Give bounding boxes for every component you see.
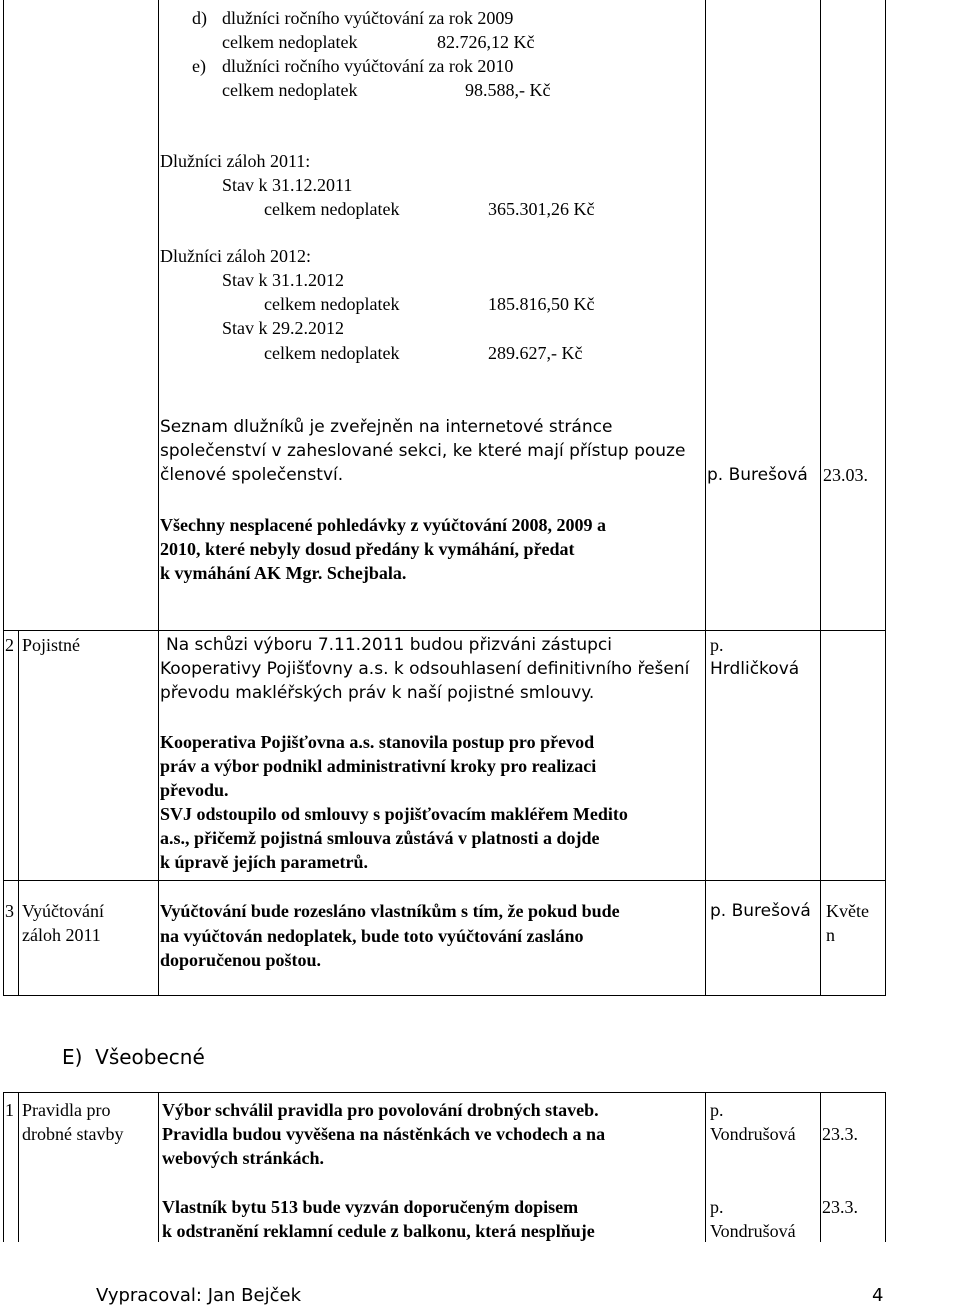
row-number: 2 <box>5 635 14 655</box>
list-marker-d: d) <box>192 8 207 28</box>
notice-line: členové společenství. <box>160 465 344 485</box>
list-item-e-value: 98.588,- Kč <box>465 80 551 100</box>
list-marker-e: e) <box>192 56 206 76</box>
debtors-2012-state-2: Stav k 29.2.2012 <box>222 318 345 338</box>
row-text-line: Na schůzi výboru 7.11.2011 budou přizváni zástupci <box>166 635 612 655</box>
table-border-right <box>885 0 886 996</box>
row-topic: Pravidla pro <box>22 1100 111 1120</box>
row-responsible-prefix: p. <box>710 1100 724 1120</box>
row-responsible-name: Vondrušová <box>710 1221 796 1241</box>
row-text-line: Vyúčtování bude rozesláno vlastníkům s tím, že pokud bude <box>160 901 620 921</box>
table-bottom-border <box>3 995 886 996</box>
row-text-line: k úpravě jejích parametrů. <box>160 852 368 872</box>
table-row-divider <box>3 630 886 631</box>
row-text-line: SVJ odstoupilo od smlouvy s pojišťovacím makléřem Medito <box>160 804 628 824</box>
row-date: n <box>826 925 835 945</box>
debtors-2011-heading: Dlužníci záloh 2011: <box>160 151 311 171</box>
row-text-line: Výbor schválil pravidla pro povolování drobných staveb. <box>162 1100 599 1120</box>
debtors-2012-heading: Dlužníci záloh 2012: <box>160 246 311 266</box>
row-text-line: Kooperativy Pojišťovny a.s. k odsouhlasení definitivního řešení <box>160 659 690 679</box>
unpaid-line: k vymáhání AK Mgr. Schejbala. <box>160 563 407 583</box>
debtors-2012-label-2: celkem nedoplatek <box>264 343 400 363</box>
debtors-2011-state: Stav k 31.12.2011 <box>222 175 353 195</box>
row-date: 23.3. <box>822 1124 858 1144</box>
list-item-d-label: celkem nedoplatek <box>222 32 358 52</box>
row-topic: Vyúčtování <box>22 901 104 921</box>
table2-border-right <box>885 1092 886 1242</box>
list-item-e-text: dlužníci ročního vyúčtování za rok 2010 <box>222 56 514 76</box>
row-number: 3 <box>5 901 14 921</box>
row-responsible: p. Burešová <box>710 901 811 921</box>
row-text-line: doporučenou poštou. <box>160 950 322 970</box>
row-text-line: webových stránkách. <box>162 1148 325 1168</box>
row-text-line: převodu makléřských práv k naší pojistné smlouvy. <box>160 683 595 703</box>
list-item-d-text: dlužníci ročního vyúčtování za rok 2009 <box>222 8 514 28</box>
row-responsible-prefix: p. <box>710 635 724 655</box>
row-date: 23.3. <box>822 1197 858 1217</box>
list-item-e-label: celkem nedoplatek <box>222 80 358 100</box>
table2-top-border <box>3 1092 886 1093</box>
row-responsible-name: Hrdličková <box>710 659 800 679</box>
row-text-line: převodu. <box>160 780 229 800</box>
footer-author: Vypracoval: Jan Bejček <box>96 1285 302 1306</box>
row-topic: Pojistné <box>22 635 81 655</box>
row-text-line: Kooperativa Pojišťovna a.s. stanovila postup pro převod <box>160 732 595 752</box>
table-column-divider-4 <box>820 0 821 996</box>
footer-page-number: 4 <box>872 1285 884 1306</box>
row-date: Květe <box>826 901 869 921</box>
unpaid-line: 2010, které nebyly dosud předány k vymáhání, předat <box>160 539 575 559</box>
unpaid-line: Všechny nesplacené pohledávky z vyúčtování 2008, 2009 a <box>160 515 607 535</box>
notice-line: Seznam dlužníků je zveřejněn na internetové stránce <box>160 417 613 437</box>
debtors-2011-label: celkem nedoplatek <box>264 199 400 219</box>
table-column-divider-3 <box>705 0 706 996</box>
table-column-divider-2 <box>158 0 159 996</box>
debtors-2011-value: 365.301,26 Kč <box>488 199 595 219</box>
notice-date: 23.03. <box>823 465 868 485</box>
table2-column-divider-4 <box>820 1092 821 1242</box>
table-row-divider <box>3 880 886 881</box>
row-responsible-name: Vondrušová <box>710 1124 796 1144</box>
table2-column-divider-3 <box>705 1092 706 1242</box>
table2-column-divider-1 <box>18 1092 19 1242</box>
list-item-d-value: 82.726,12 Kč <box>437 32 535 52</box>
row-number: 1 <box>5 1100 14 1120</box>
row-text-line: práv a výbor podnikl administrativní kroky pro realizaci <box>160 756 597 776</box>
row-text-line: a.s., přičemž pojistná smlouva zůstává v platnosti a dojde <box>160 828 600 848</box>
table-border-left <box>3 0 4 996</box>
table-column-divider-1 <box>18 630 19 996</box>
table2-column-divider-2 <box>158 1092 159 1242</box>
row-topic: drobné stavby <box>22 1124 124 1144</box>
row-text-line: Vlastník bytu 513 bude vyzván doporučeným dopisem <box>162 1197 579 1217</box>
section-heading: E) Všeobecné <box>62 1045 205 1069</box>
debtors-2012-value-1: 185.816,50 Kč <box>488 294 595 314</box>
row-text-line: Pravidla budou vyvěšena na nástěnkách ve vchodech a na <box>162 1124 606 1144</box>
row-text-line: k odstranění reklamní cedule z balkonu, která nesplňuje <box>162 1221 595 1241</box>
row-topic: záloh 2011 <box>22 925 101 945</box>
row-responsible-prefix: p. <box>710 1197 724 1217</box>
debtors-2012-state-1: Stav k 31.1.2012 <box>222 270 345 290</box>
row-text-line: na vyúčtován nedoplatek, bude toto vyúčtování zasláno <box>160 926 584 946</box>
notice-responsible: p. Burešová <box>707 465 808 485</box>
debtors-2012-value-2: 289.627,- Kč <box>488 343 583 363</box>
notice-line: společenství v zaheslované sekci, ke které mají přístup pouze <box>160 441 686 461</box>
table2-border-left <box>3 1092 4 1242</box>
debtors-2012-label-1: celkem nedoplatek <box>264 294 400 314</box>
